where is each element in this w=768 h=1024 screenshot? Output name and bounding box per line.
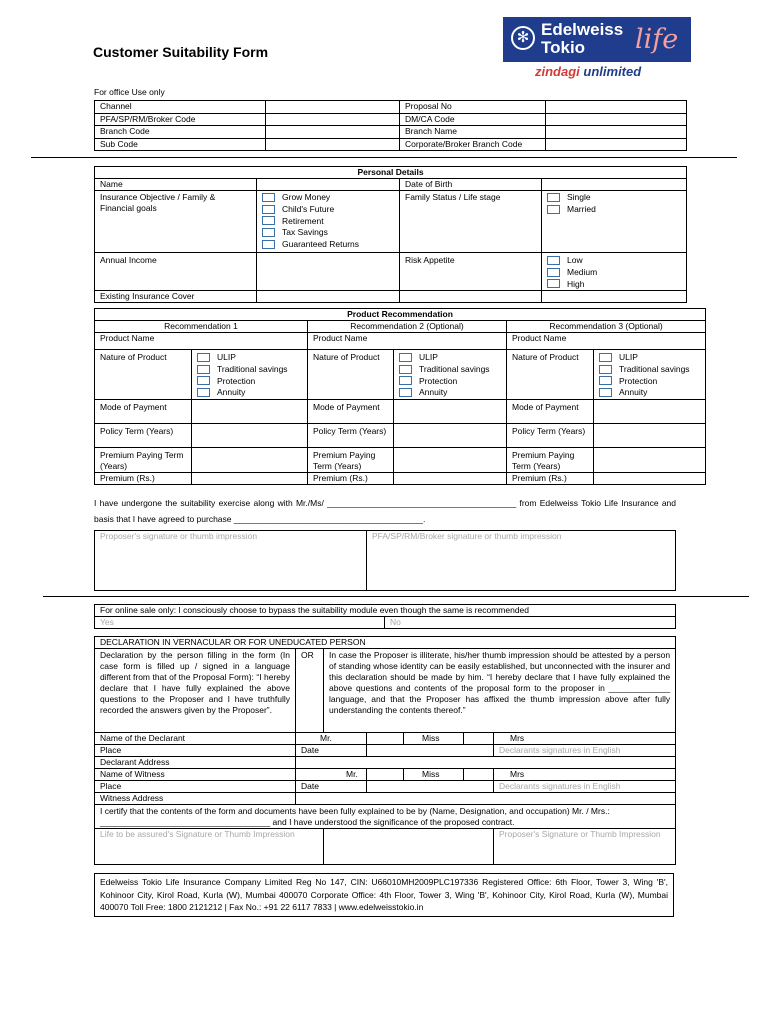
ppt-label: Premium Paying Term (Years) bbox=[95, 448, 192, 473]
risk-option[interactable] bbox=[547, 279, 681, 291]
life-assured-signature-label: Life to be assured's Signature or Thumb Impression bbox=[100, 829, 295, 839]
witness-address-label: Witness Address bbox=[95, 793, 296, 805]
office-table bbox=[94, 100, 687, 151]
family-option[interactable] bbox=[547, 192, 681, 204]
goal-option[interactable] bbox=[262, 192, 394, 204]
logo-tagline-a: zindagi bbox=[535, 64, 580, 79]
nature-option-label: Traditional savings bbox=[217, 363, 288, 374]
risk-label: Risk Appetite bbox=[400, 253, 542, 291]
declarant-date-field[interactable] bbox=[367, 745, 494, 757]
office-label: DM/CA Code bbox=[400, 113, 546, 126]
checkbox-icon[interactable] bbox=[262, 240, 275, 249]
nature-label: Nature of Product bbox=[95, 350, 192, 400]
checkbox-icon[interactable] bbox=[599, 365, 612, 374]
term-label: Policy Term (Years) bbox=[308, 424, 394, 448]
office-value-field[interactable] bbox=[546, 126, 687, 139]
rec1-premium-field[interactable] bbox=[192, 473, 308, 485]
checkbox-icon[interactable] bbox=[262, 228, 275, 237]
nature-option-label: Annuity bbox=[419, 387, 448, 398]
logo-line1: Edelweiss bbox=[541, 20, 624, 39]
witness-mr-field[interactable] bbox=[367, 769, 404, 781]
checkbox-icon[interactable] bbox=[197, 376, 210, 385]
online-sale-table bbox=[94, 604, 676, 629]
checkbox-icon[interactable] bbox=[547, 279, 560, 288]
declaration-left: Declaration by the person filling in the form (In case form is filled up / signed in a language different from that of the Proposal Form): “I hereby declare that I have fully explained the above questions to the Proposer and I have truthfully recorded the answers given by the Proposer”. bbox=[95, 649, 296, 733]
existing-cover-label: Existing Insurance Cover bbox=[95, 291, 257, 303]
rec3-heading: Recommendation 3 (Optional) bbox=[507, 321, 706, 333]
ppt-label: Premium Paying Term (Years) bbox=[507, 448, 594, 473]
checkbox-icon[interactable] bbox=[399, 376, 412, 385]
miss-label: Miss bbox=[404, 733, 464, 745]
product-name-label: Product Name bbox=[100, 333, 155, 343]
declarant-mr-field[interactable] bbox=[367, 733, 404, 745]
witness-address-field[interactable] bbox=[296, 793, 676, 805]
rec2-ppt-field[interactable] bbox=[394, 448, 507, 473]
office-label: Branch Code bbox=[95, 126, 266, 139]
place-label: Place bbox=[95, 781, 296, 793]
office-label: Sub Code bbox=[95, 138, 266, 151]
nature-option[interactable] bbox=[599, 387, 700, 399]
checkbox-icon[interactable] bbox=[262, 205, 275, 214]
checkbox-icon[interactable] bbox=[197, 365, 210, 374]
signature-table bbox=[94, 530, 676, 591]
proposer-signature-box[interactable] bbox=[95, 531, 367, 591]
declarant-miss-field[interactable] bbox=[464, 733, 494, 745]
rec1-term-field[interactable] bbox=[192, 424, 308, 448]
checkbox-icon[interactable] bbox=[547, 256, 560, 265]
checkbox-icon[interactable] bbox=[399, 365, 412, 374]
family-status-label: Family Status / Life stage bbox=[400, 191, 542, 253]
personal-heading: Personal Details bbox=[95, 167, 687, 179]
rec3-term-field[interactable] bbox=[594, 424, 706, 448]
online-sale-text: For online sale only: I consciously choose to bypass the suitability module even though the same is recommended bbox=[95, 605, 676, 617]
family-options bbox=[542, 191, 687, 253]
office-label: PFA/SP/RM/Broker Code bbox=[95, 113, 266, 126]
checkbox-icon[interactable] bbox=[399, 353, 412, 362]
mode-label: Mode of Payment bbox=[308, 400, 394, 424]
office-label: Proposal No bbox=[400, 101, 546, 114]
nature-option-label: ULIP bbox=[619, 352, 638, 362]
risk-option[interactable] bbox=[547, 267, 681, 279]
office-label: Branch Name bbox=[400, 126, 546, 139]
company-logo bbox=[503, 17, 691, 81]
checkbox-icon[interactable] bbox=[262, 216, 275, 225]
declaration-table bbox=[94, 636, 676, 865]
rec1-ppt-field[interactable] bbox=[192, 448, 308, 473]
logo-script: life bbox=[635, 24, 679, 55]
annual-income-label: Annual Income bbox=[95, 253, 257, 291]
rec3-product-name[interactable] bbox=[507, 333, 706, 350]
family-option-label: Married bbox=[567, 203, 596, 214]
goal-label: Tax Savings bbox=[282, 227, 328, 238]
rec3-ppt-field[interactable] bbox=[594, 448, 706, 473]
checkbox-icon[interactable] bbox=[599, 353, 612, 362]
risk-option-label: High bbox=[567, 278, 585, 289]
product-name-label: Product Name bbox=[313, 333, 368, 343]
office-label: Channel bbox=[95, 101, 266, 114]
rec3-nature-options bbox=[594, 350, 706, 400]
checkbox-icon[interactable] bbox=[547, 268, 560, 277]
separator-line bbox=[43, 596, 749, 597]
certify-text: I certify that the contents of the form and documents have been fully explained to be by (Name, Designation, and occupation) Mr. / Mrs.: ____________________________________ and I have understood the significance of the proposed contract. bbox=[95, 805, 676, 829]
checkbox-icon[interactable] bbox=[262, 193, 275, 202]
online-no-label: No bbox=[390, 617, 401, 627]
office-value-field[interactable] bbox=[266, 113, 400, 126]
goal-label: Child's Future bbox=[282, 203, 335, 214]
declaration-heading: DECLARATION IN VERNACULAR OR FOR UNEDUCATED PERSON bbox=[95, 637, 676, 649]
rec1-heading: Recommendation 1 bbox=[95, 321, 308, 333]
rec2-premium-field[interactable] bbox=[394, 473, 507, 485]
rec2-product-name[interactable] bbox=[308, 333, 507, 350]
nature-option[interactable] bbox=[197, 352, 302, 364]
premium-label: Premium (Rs.) bbox=[308, 473, 394, 485]
mr-label: Mr. bbox=[296, 769, 367, 781]
rec2-heading: Recommendation 2 (Optional) bbox=[308, 321, 507, 333]
office-value-field[interactable] bbox=[546, 113, 687, 126]
nature-option[interactable] bbox=[599, 364, 700, 376]
existing-cover-field[interactable] bbox=[542, 291, 687, 303]
nature-option[interactable] bbox=[197, 387, 302, 399]
goal-option[interactable] bbox=[262, 216, 394, 228]
nature-option-label: Protection bbox=[619, 375, 658, 386]
family-option[interactable] bbox=[547, 204, 681, 216]
nature-option-label: Annuity bbox=[619, 387, 648, 398]
ppt-label: Premium Paying Term (Years) bbox=[308, 448, 394, 473]
dob-label: Date of Birth bbox=[400, 179, 542, 191]
logo-box bbox=[503, 17, 691, 62]
nature-option-label: ULIP bbox=[217, 352, 236, 362]
checkbox-icon[interactable] bbox=[197, 388, 210, 397]
existing-cover-field[interactable] bbox=[400, 291, 542, 303]
proposer-signature-label-2: Proposer's Signature or Thumb Impression bbox=[499, 829, 661, 839]
rec1-product-name[interactable] bbox=[95, 333, 308, 350]
rec2-nature-options bbox=[394, 350, 507, 400]
rec1-mode-field[interactable] bbox=[192, 400, 308, 424]
declarant-address-field[interactable] bbox=[296, 757, 676, 769]
nature-option[interactable] bbox=[399, 376, 501, 388]
witness-date-field[interactable] bbox=[367, 781, 494, 793]
checkbox-icon[interactable] bbox=[197, 353, 210, 362]
personal-details-table bbox=[94, 166, 687, 303]
mode-label: Mode of Payment bbox=[95, 400, 192, 424]
proposer-signature-box-2[interactable] bbox=[494, 829, 676, 865]
objective-label: Insurance Objective / Family & Financial goals bbox=[95, 191, 257, 253]
product-heading: Product Recommendation bbox=[95, 309, 706, 321]
witness-name-label: Name of Witness bbox=[95, 769, 296, 781]
annual-income-field[interactable] bbox=[257, 253, 400, 291]
rec3-mode-field[interactable] bbox=[594, 400, 706, 424]
family-option-label: Single bbox=[567, 192, 591, 202]
goal-option[interactable] bbox=[262, 204, 394, 216]
pfa-signature-label: PFA/SP/RM/Broker signature or thumb impression bbox=[372, 531, 562, 541]
place-label: Place bbox=[95, 745, 296, 757]
logo-tagline bbox=[535, 64, 641, 79]
risk-options bbox=[542, 253, 687, 291]
logo-line2: Tokio bbox=[541, 38, 586, 57]
suitability-statement: I have undergone the suitability exercise along with Mr./Ms/ ________________________________________ from Edelweiss Tokio Life Insurance and basis that I have agreed to purchase ________________________________________. bbox=[94, 498, 676, 524]
mrs-label: Mrs bbox=[494, 733, 676, 745]
existing-cover-field[interactable] bbox=[257, 291, 400, 303]
product-name-label: Product Name bbox=[512, 333, 567, 343]
nature-option-label: Annuity bbox=[217, 387, 246, 398]
declaration-or: OR bbox=[296, 649, 324, 733]
nature-option[interactable] bbox=[599, 352, 700, 364]
office-label: Corporate/Broker Branch Code bbox=[400, 138, 546, 151]
office-value-field[interactable] bbox=[546, 101, 687, 114]
rec1-nature-options bbox=[192, 350, 308, 400]
nature-option[interactable] bbox=[399, 387, 501, 399]
online-yes-label: Yes bbox=[100, 617, 114, 627]
office-value-field[interactable] bbox=[546, 138, 687, 151]
mode-label: Mode of Payment bbox=[507, 400, 594, 424]
risk-option-label: Medium bbox=[567, 266, 598, 277]
checkbox-icon[interactable] bbox=[547, 193, 560, 202]
date-label: Date bbox=[296, 745, 367, 757]
witness-miss-field[interactable] bbox=[464, 769, 494, 781]
office-value-field[interactable] bbox=[266, 126, 400, 139]
office-value-field[interactable] bbox=[266, 101, 400, 114]
term-label: Policy Term (Years) bbox=[507, 424, 594, 448]
term-label: Policy Term (Years) bbox=[95, 424, 192, 448]
goal-label: Grow Money bbox=[282, 192, 331, 202]
goal-option[interactable] bbox=[262, 227, 394, 239]
witness-signature-box[interactable] bbox=[494, 781, 676, 793]
risk-option[interactable] bbox=[547, 255, 681, 267]
checkbox-icon[interactable] bbox=[599, 388, 612, 397]
goal-label: Retirement bbox=[282, 215, 324, 226]
risk-option-label: Low bbox=[567, 255, 583, 265]
nature-label: Nature of Product bbox=[308, 350, 394, 400]
proposer-signature-label: Proposer's signature or thumb impression bbox=[100, 531, 258, 541]
logo-emblem-icon: ✻ bbox=[511, 26, 535, 50]
declaration-right: In case the Proposer is illiterate, his/her thumb impression should be attested by a person of standing whose identity can be easily established, but unconnected with the insurer and this declaration should be made by him. “I hereby declare that I have fully explained the above questions and contents of the proposal form to the proposer in _____________ language, and that the Proposer has affixed the thumb impression above after fully understanding the contents thereof.” bbox=[324, 649, 676, 733]
declarant-signature-box[interactable] bbox=[494, 745, 676, 757]
nature-option[interactable] bbox=[197, 364, 302, 376]
nature-option[interactable] bbox=[399, 364, 501, 376]
nature-option-label: Traditional savings bbox=[619, 363, 690, 374]
miss-label: Miss bbox=[404, 769, 464, 781]
mrs-label: Mrs bbox=[494, 769, 676, 781]
rec3-premium-field[interactable] bbox=[594, 473, 706, 485]
rec2-mode-field[interactable] bbox=[394, 400, 507, 424]
company-footer: Edelweiss Tokio Life Insurance Company Limited Reg No 147, CIN: U66010MH2009PLC197336 Registered Office: 6th Floor, Tower 3, Wing 'B', Kohinoor City, Kirol Road, Kurla (W), Mumbai 400070 Corporate Office: 4th Floor, Tower 3, Wing 'B', Kohinoor City, Kirol Road, Kurla (W), Mumbai 400070 Toll Free: 1800 2121212 | Fax No.: +91 22 6117 7833 | www.edelweisstokio.in bbox=[94, 873, 674, 917]
nature-option-label: ULIP bbox=[419, 352, 438, 362]
office-note: For office Use only bbox=[94, 87, 165, 97]
nature-option[interactable] bbox=[599, 376, 700, 388]
online-no-option[interactable] bbox=[385, 617, 676, 629]
checkbox-icon[interactable] bbox=[599, 376, 612, 385]
nature-option-label: Protection bbox=[419, 375, 458, 386]
product-recommendation-table bbox=[94, 308, 706, 485]
declarant-address-label: Declarant Address bbox=[95, 757, 296, 769]
signature-spacer bbox=[324, 829, 494, 865]
goal-option[interactable] bbox=[262, 239, 394, 251]
nature-option[interactable] bbox=[197, 376, 302, 388]
nature-option-label: Traditional savings bbox=[419, 363, 490, 374]
pfa-signature-box[interactable] bbox=[367, 531, 676, 591]
goals-options bbox=[257, 191, 400, 253]
nature-option[interactable] bbox=[399, 352, 501, 364]
office-value-field[interactable] bbox=[266, 138, 400, 151]
premium-label: Premium (Rs.) bbox=[95, 473, 192, 485]
life-assured-signature-box[interactable] bbox=[95, 829, 324, 865]
rec2-term-field[interactable] bbox=[394, 424, 507, 448]
checkbox-icon[interactable] bbox=[547, 205, 560, 214]
goal-label: Guaranteed Returns bbox=[282, 239, 360, 250]
declarant-signature-label: Declarants signatures in English bbox=[499, 745, 621, 755]
separator-line bbox=[31, 157, 737, 158]
nature-option-label: Protection bbox=[217, 375, 256, 386]
premium-label: Premium (Rs.) bbox=[507, 473, 594, 485]
declarant-name-label: Name of the Declarant bbox=[95, 733, 296, 745]
checkbox-icon[interactable] bbox=[399, 388, 412, 397]
logo-tagline-b: unlimited bbox=[583, 64, 642, 79]
dob-field[interactable] bbox=[542, 179, 687, 191]
witness-signature-label: Declarants signatures in English bbox=[499, 781, 621, 791]
date-label: Date bbox=[296, 781, 367, 793]
form-title: Customer Suitability Form bbox=[93, 44, 269, 60]
name-label: Name bbox=[95, 179, 257, 191]
name-field[interactable] bbox=[257, 179, 400, 191]
online-yes-option[interactable] bbox=[95, 617, 385, 629]
mr-label: Mr. bbox=[296, 733, 367, 745]
nature-label: Nature of Product bbox=[507, 350, 594, 400]
